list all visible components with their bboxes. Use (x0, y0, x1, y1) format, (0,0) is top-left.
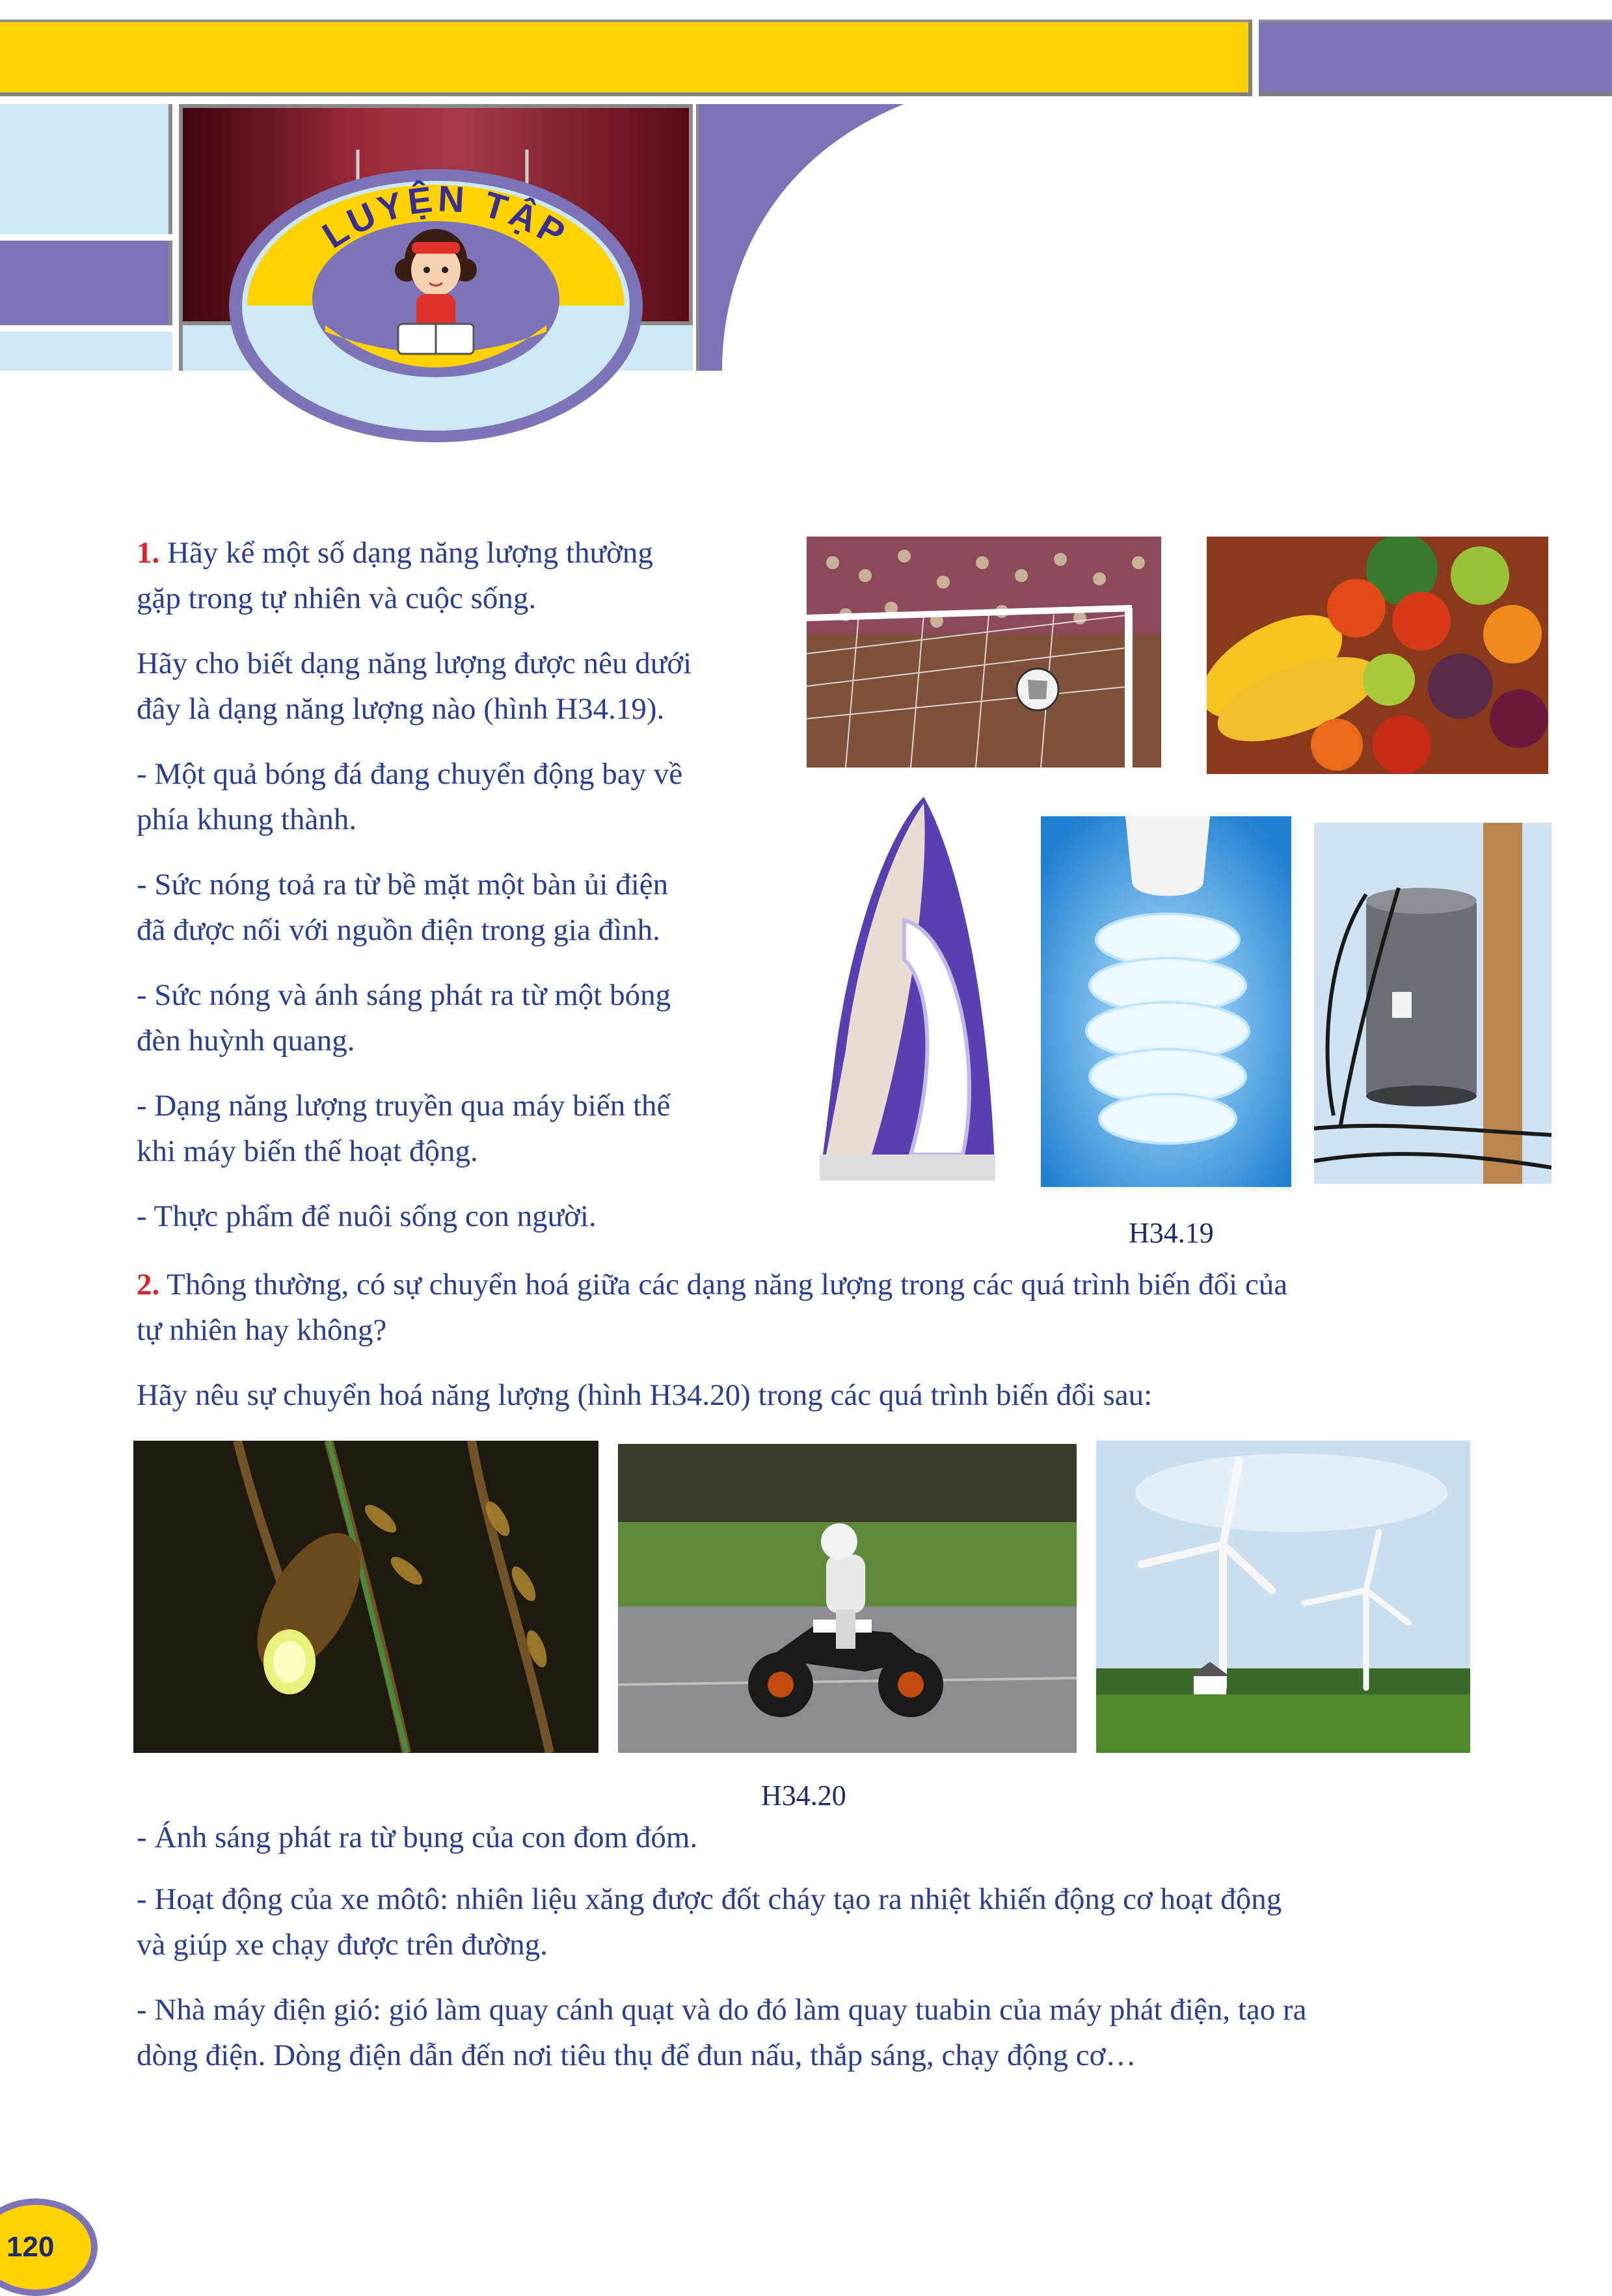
pole-transformer-photo (1314, 823, 1552, 1184)
q2-item-firefly: - Ánh sáng phát ra từ bụng của con đom đóm. (137, 1821, 698, 1854)
q1-item-bulb: - Sức nóng và ánh sáng phát ra từ một bóng đèn huỳnh quang. (137, 978, 671, 1058)
figure-caption-h34-20: H34.20 (761, 1780, 846, 1811)
q2-item-wind-plant: - Nhà máy điện gió: gió làm quay cánh quạt và do đó làm quay tuabin của máy phát điện, tạo ra dòng điện. Dòng điện dẫn đến nơi tiêu thụ để đun nấu, thắp sáng, chạy động cơ… (137, 1993, 1307, 2072)
section-title (306, 166, 579, 257)
firefly-photo (133, 1441, 598, 1753)
fruit-pile-photo (1207, 537, 1548, 774)
question-2-number: 2. (137, 1268, 160, 1302)
header-left-blue-strip (0, 332, 172, 371)
fluorescent-bulb-photo (1041, 816, 1291, 1187)
question-1-number: 1. (137, 536, 160, 570)
question-1-text: 1. Hãy kể một số dạng năng lượng thường gặp trong tự nhiên và cuộc sống. (137, 536, 653, 615)
figure-caption-h34-19: H34.19 (1129, 1217, 1214, 1249)
soccer-goal-photo (807, 537, 1161, 768)
q2-paragraph-1: Hãy nêu sự chuyển hoá năng lượng (hình H34.20) trong các quá trình biến đổi sau: (137, 1378, 1153, 1412)
question-2-text: 2. Thông thường, có sự chuyển hoá giữa các dạng năng lượng trong các quá trình biến đổi của tự nhiên hay không? (137, 1268, 1288, 1347)
q1-item-iron: - Sức nóng toả ra từ bề mặt một bàn ủi điện đã được nối với nguồn điện trong gia đình. (137, 868, 669, 947)
header-yellow-band (0, 20, 1252, 96)
q1-item-transformer: - Dạng năng lượng truyền qua máy biến thế khi máy biến thế hoạt động. (137, 1089, 671, 1168)
header-purple-band (1259, 20, 1612, 96)
wind-turbines-photo (1096, 1441, 1470, 1753)
header-left-blue-panel (0, 104, 172, 234)
header-left-purple-panel (0, 241, 172, 325)
q2-item-motorcycle: - Hoạt động của xe môtô: nhiên liệu xăng được đốt cháy tạo ra nhiệt khiến động cơ hoạt động và giúp xe chạy được trên đường. (137, 1882, 1282, 1962)
motorcycle-photo (618, 1444, 1077, 1753)
header-purple-curve (696, 104, 904, 371)
svg-text:LUYỆN TẬP: LUYỆN TẬP (315, 178, 576, 256)
q1-item-soccer: - Một quả bóng đá đang chuyển động bay về phía khung thành. (137, 757, 683, 836)
page-number: 120 (7, 2231, 55, 2263)
q1-paragraph-1: Hãy cho biết dạng năng lượng được nêu dưới đây là dạng năng lượng nào (hình H34.19). (137, 647, 692, 726)
electric-iron-photo (807, 790, 1002, 1184)
q1-item-food: - Thực phẩm để nuôi sống con người. (137, 1199, 597, 1233)
